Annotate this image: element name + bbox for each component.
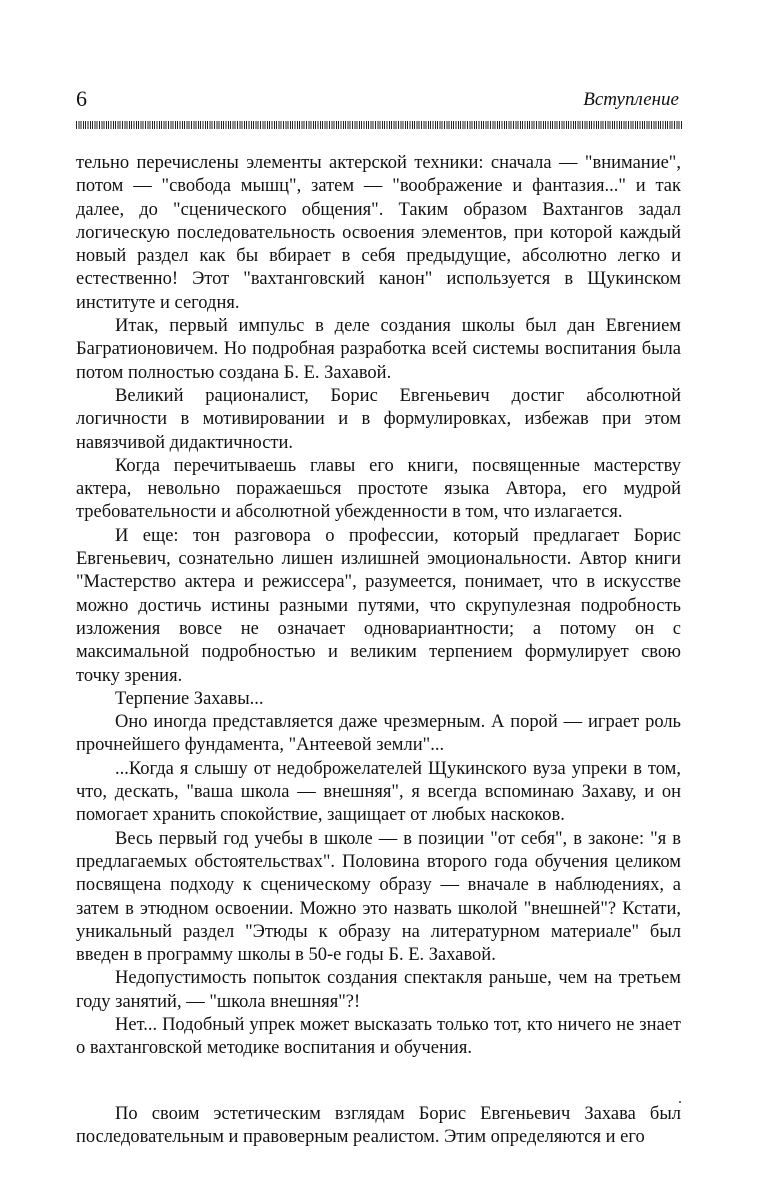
paragraph: Недопустимость попыток создания спектакля раньше, чем на третьем году занятий, — "школа внешняя"?! — [76, 968, 681, 1012]
paragraph: Терпение Захавы... — [115, 688, 264, 709]
page-speck — [679, 1101, 681, 1103]
paragraph: Итак, первый импульс в деле создания школы был дан Евгением Багратионовичем. Но подробная разработка всей системы воспитания была потом полностью создана Б. Е. Захавой. — [76, 316, 681, 383]
running-title: Вступление — [583, 89, 679, 110]
paragraph: Когда перечитываешь главы его книги, посвященные мастерству актера, невольно поражаешься простоте языка Автора, его мудрой требовательности и абсолютной убежденности в том, что излагается. — [76, 455, 681, 523]
paragraph: Весь первый год учебы в школе — в позиции "от себя", в законе: "я в предлагаемых обстоятельствах". Половина второго года обучения целиком посвящена подходу к сценическому образу — вначале в наблюдениях, а затем в этюдном освоении. Можно это назвать школой "внешней"? Кстати, уникальный раздел "Этюды к образу на литературном материале" был введен в программу школы в 50-е годы Б. Е. Захавой. — [76, 828, 681, 966]
page-number: 6 — [76, 86, 87, 111]
paragraph: ...Когда я слышу от недоброжелателей Щукинского вуза упреки в том, что, дескать, "ваша школа — внешняя", я всегда вспоминаю Захаву, и он помогает хранить спокойствие, защищает от любых наскоков. — [76, 758, 681, 826]
paragraph: По своим эстетическим взглядам Борис Евгеньевич Захава был последовательным и правоверным реалистом. Этим определяются и его — [76, 1103, 681, 1147]
paragraph: тельно перечислены элементы актерской техники: сначала — "внимание", потом — "свобода мышц", затем — "воображение и фантазия..." и так далее, до "сценического общения". Таким образом Вахтангов задал логическую последовательность освоения элементов, при которой каждый новый раздел как бы вбирает в себя предыдущие, абсолютно легко и естественно! Этот "вахтанговский канон" используется в Щукинском институте и сегодня. — [76, 153, 681, 313]
paragraph: Нет... Подобный упрек может высказать только тот, кто ничего не знает о вахтанговской методике воспитания и обучения. — [76, 1014, 681, 1059]
paragraph: И еще: тон разговора о профессии, который предлагает Борис Евгеньевич, сознательно лишен излишней эмоциональности. Автор книги "Мастерство актера и режиссера", разумеется, понимает, что в искусстве можно достичь истины разными путями, что скрупулезная подробность изложения вовсе не означает одновариантности; а потому он с максимальной подробностью и великим терпением формулирует свою точку зрения. — [76, 525, 681, 686]
body-text — [76, 152, 681, 1149]
paragraph: Великий рационалист, Борис Евгеньевич достиг абсолютной логичности в мотивировании и в формулировках, избежав при этом навязчивой дидактичности. — [76, 385, 681, 453]
header-rule — [76, 121, 682, 129]
paragraph: Оно иногда представляется даже чрезмерным. А порой — играет роль прочнейшего фундамента, "Антеевой земли"... — [76, 712, 681, 756]
